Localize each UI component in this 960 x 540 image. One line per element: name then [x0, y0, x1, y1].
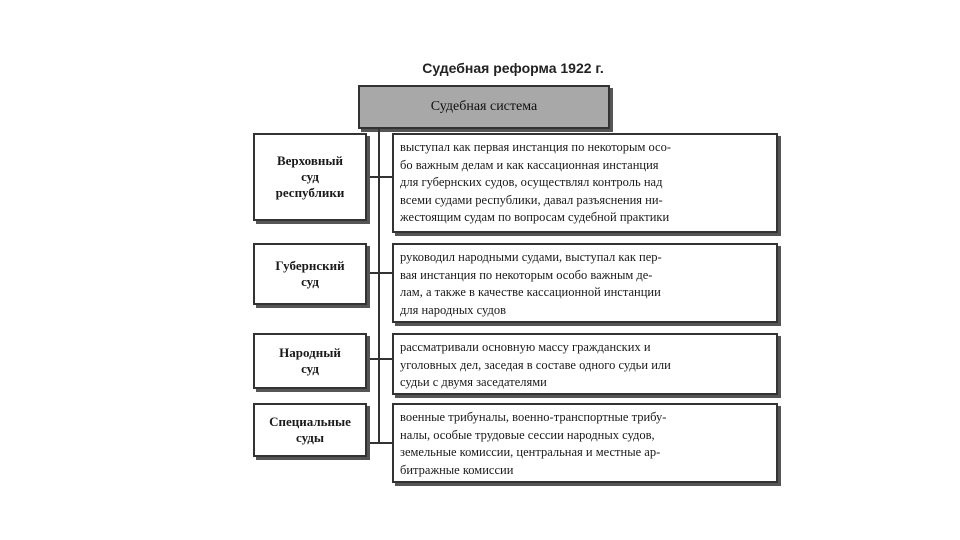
description-supreme: выступал как первая инстанция по некоторым осо- бо важным делам и как кассационная инстанция для губернских судов, осуществлял контроль над всеми судами республики, давал разъяснения ни- жестоящим судам по вопросам судебной практики — [392, 133, 778, 233]
court-box-peoples: Народный суд — [253, 333, 367, 389]
court-box-provincial: Губернский суд — [253, 243, 367, 305]
diagram-title: Судебная реформа 1922 г. — [422, 60, 604, 76]
judicial-system-header: Судебная система — [358, 85, 610, 129]
description-peoples: рассматривали основную массу гражданских и уголовных дел, заседая в составе одного судьи или судьи с двумя заседателями — [392, 333, 778, 395]
description-provincial: руководил народными судами, выступал как пер- вая инстанция по некоторым особо важным де- лам, а также в качестве кассационной инстанции для народных судов — [392, 243, 778, 323]
court-box-special: Специальные суды — [253, 403, 367, 457]
connector-row-3 — [364, 358, 392, 360]
description-special: военные трибуналы, военно-транспортные трибу- налы, особые трудовые сессии народных судов, земельные комиссии, центральная и местные ар- битражные комиссии — [392, 403, 778, 483]
court-box-supreme: Верховный суд республики — [253, 133, 367, 221]
connector-row-2 — [364, 272, 392, 274]
connector-row-4 — [364, 442, 392, 444]
connector-row-1 — [364, 176, 392, 178]
